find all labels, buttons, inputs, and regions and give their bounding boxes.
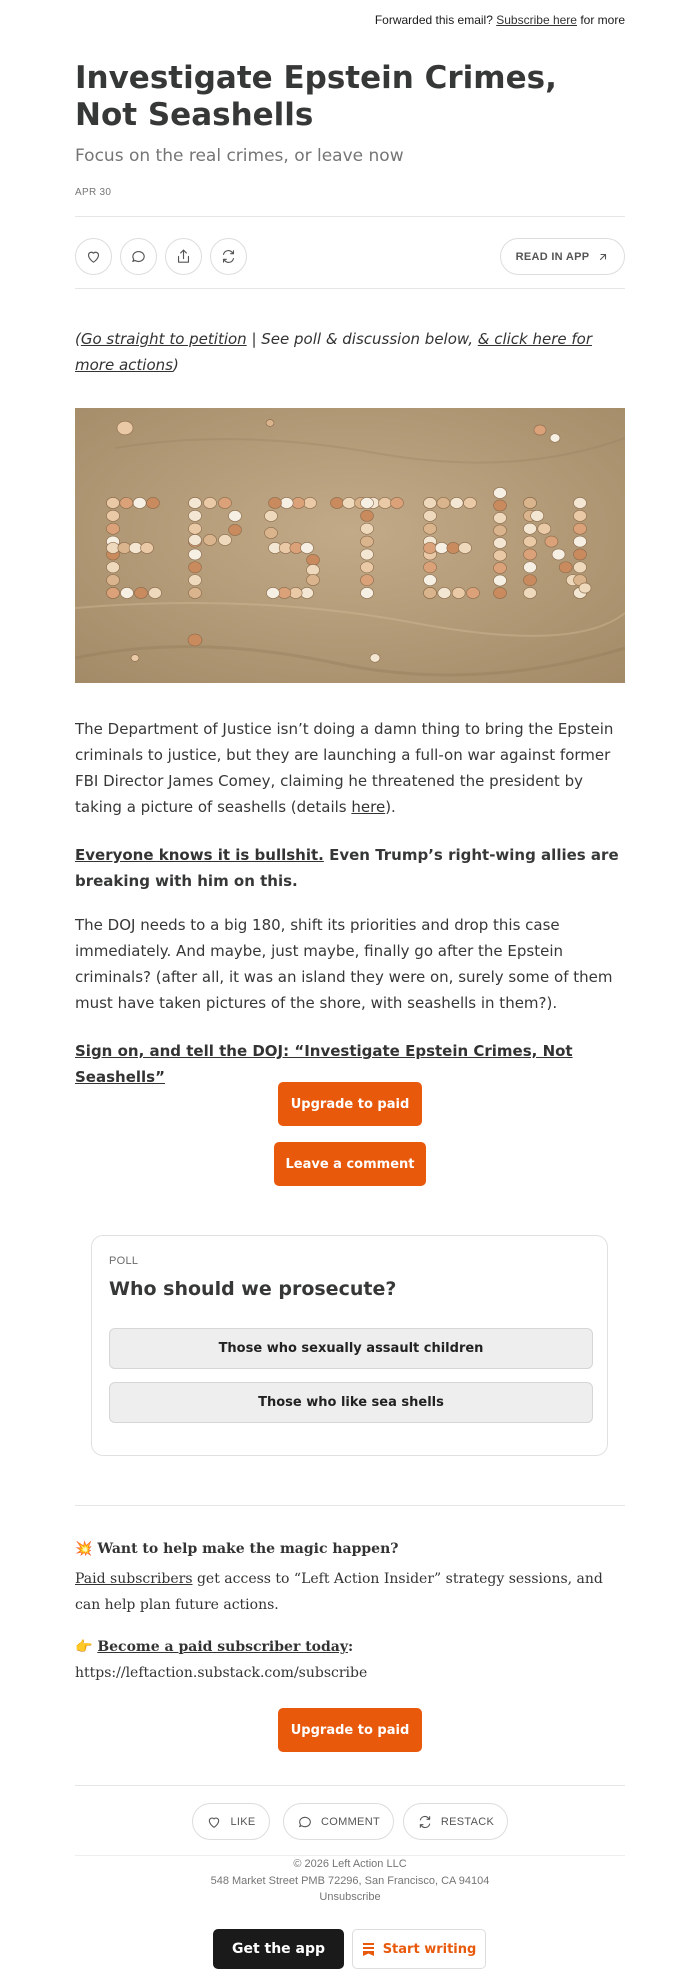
seashell [494,487,507,498]
seashell [107,575,120,586]
seashell [189,523,202,534]
seashell [379,497,392,508]
poll-label: POLL [109,1255,139,1267]
seashell [424,510,437,521]
seashell [545,536,558,547]
seashell [574,562,587,573]
divider [75,216,625,217]
poll-option-button[interactable]: Those who like sea shells [109,1382,593,1423]
seashell [107,523,120,534]
seashell [265,510,278,521]
seashell [188,634,202,646]
subscribe-here-link[interactable]: Subscribe here [496,13,577,27]
become-colon: : [348,1639,354,1655]
seashell [424,587,437,598]
seashell [494,500,507,511]
share-icon [175,248,192,265]
details-here-link[interactable]: here [351,798,386,816]
seashell [219,497,232,508]
get-the-app-button[interactable]: Get the app [213,1929,344,1969]
start-writing-button[interactable] [352,1929,486,1969]
forwarded-suffix: for more [580,13,625,27]
seashell [361,536,374,547]
seashell [149,587,162,598]
seashell [269,497,282,508]
read-in-app-label: READ IN APP [515,250,590,263]
restack-icon [220,248,237,265]
seashell [307,564,320,575]
seashell [534,425,546,435]
seashell [189,510,202,521]
seashell [107,562,120,573]
intro-paragraph [75,326,625,378]
seashell [494,575,507,586]
intro-close-paren: ) [172,356,179,374]
seashell [424,523,437,534]
seashell [524,587,537,598]
seashell [361,497,374,508]
seashell [524,536,537,547]
seashell [574,510,587,521]
seashell [437,497,450,508]
promo-body [75,1566,625,1618]
seashell [574,497,587,508]
seashell [304,497,317,508]
divider [75,1785,625,1786]
seashell [370,654,380,663]
arrow-up-right-icon [597,251,609,263]
seashell [189,575,202,586]
seashell [301,542,314,553]
seashell [266,420,274,427]
seashell [494,512,507,523]
seashell [452,587,465,598]
seashell [494,562,507,573]
bullshit-link[interactable]: Everyone knows it is bullshit. [75,846,324,864]
forwarded-notice [375,13,625,27]
seashell [189,534,202,545]
upgrade-to-paid-button[interactable]: Upgrade to paid [278,1708,422,1752]
poll-option-button[interactable]: Those who sexually assault children [109,1328,593,1369]
seashell [574,523,587,534]
p1-end: ). [385,798,396,816]
poll-question: Who should we prosecute? [109,1278,397,1300]
seashell [435,542,448,553]
comment-label: COMMENT [321,1815,380,1828]
upgrade-to-paid-button[interactable]: Upgrade to paid [278,1082,422,1126]
seashell [189,562,202,573]
seashell [494,537,507,548]
promo-heading-text: Want to help make the magic happen? [97,1541,399,1557]
seashell [361,510,374,521]
share-button[interactable] [165,238,202,275]
seashell [265,527,278,538]
seashell [189,587,202,598]
body-paragraph-1 [75,716,625,820]
seashell [361,562,374,573]
promo-body-text: get access to “Left Action Insider” strategy sessions, and can help plan future actions. [75,1571,603,1613]
hero-image-graphic [75,408,625,683]
start-writing-label: Start writing [382,1941,477,1957]
hero-image-epstein-seashells[interactable] [75,408,625,683]
seashell [107,497,120,508]
seashell [552,549,565,560]
forwarded-text: Forwarded this email? [374,13,493,27]
seashell [531,510,544,521]
seashell [361,587,374,598]
seashell [204,534,217,545]
seashell [550,434,560,443]
seashell [307,554,320,565]
seashell [538,523,551,534]
body-paragraph-3: The DOJ needs to a big 180, shift its priorities and drop this case immediately. And maybe, just maybe, finally go after the Epstein criminals? (after all, it was an island they were on, surely some of them must have taken pictures of the shore, with seashells in them?). [75,916,613,1012]
divider [75,1855,625,1856]
seashell [467,587,480,598]
intro-open-paren: ( [75,330,81,348]
like-label: LIKE [230,1815,256,1828]
seashell [117,421,133,435]
seashell [361,523,374,534]
read-in-app-button[interactable] [500,238,625,275]
seashell [494,587,507,598]
heart-icon [85,248,102,265]
p2-text: Even Trump’s right-wing allies are breaking with him on this. [75,846,619,890]
seashell [524,562,537,573]
post-subtitle: Focus on the real crimes, or leave now [75,146,404,166]
seashell [361,575,374,586]
seashell [343,497,356,508]
restack-label: RESTACK [440,1815,495,1828]
comment-icon [130,248,147,265]
body-paragraph-2 [75,842,625,894]
like-pill-button[interactable] [192,1803,270,1840]
seashell [450,497,463,508]
seashell [189,549,202,560]
seashell [189,497,202,508]
intro-middle-text: | See poll & discussion below, [246,330,478,348]
seashell [229,524,242,535]
seashell [107,587,120,598]
seashell [229,510,242,521]
copyright-text: © 2026 Left Action LLC [293,1858,407,1870]
explosion-icon: 💥 [75,1541,93,1557]
petition-link[interactable]: Go straight to petition [80,330,247,348]
bookmark-icon [362,1942,375,1957]
seashell [459,542,472,553]
seashell [147,497,160,508]
seashell [331,497,344,508]
restack-pill-button[interactable] [403,1803,508,1840]
seashell [131,655,139,662]
seashell [135,587,148,598]
more-actions-link[interactable]: & click here for more actions [75,330,593,374]
seashell [579,583,591,593]
seashell [292,497,305,508]
sign-on-link[interactable]: Sign on, and tell the DOJ: “Investigate Epstein Crimes, Not Seashells” [75,1042,573,1086]
restack-button[interactable] [210,238,247,275]
seashell [121,587,134,598]
heart-icon [206,1814,222,1830]
leave-comment-button[interactable]: Leave a comment [274,1142,426,1186]
post-title[interactable]: Investigate Epstein Crimes, Not Seashells [75,60,557,133]
seashell [267,587,280,598]
seashell [424,562,437,573]
seashell [574,549,587,560]
seashell [574,536,587,547]
seashell [524,549,537,560]
seashell [494,550,507,561]
seashell [438,587,451,598]
divider [75,1505,625,1506]
seashell [447,542,460,553]
pointing-hand-icon: 👉 [75,1639,93,1655]
subscribe-url[interactable]: https://leftaction.substack.com/subscribe [75,1665,368,1681]
seashell [280,497,293,508]
seashell [424,575,437,586]
seashell [524,523,537,534]
seashell [391,497,404,508]
comment-icon [297,1814,313,1830]
seashell [141,542,154,553]
seashell [524,497,537,508]
seashell [424,542,437,553]
comment-pill-button[interactable] [283,1803,394,1840]
seashell [424,497,437,508]
restack-icon [417,1814,433,1830]
seashell [307,574,320,585]
address-text: 548 Market Street PMB 72296, San Francisco, CA 94104 [210,1875,490,1887]
poll-card [91,1235,608,1456]
seashell [494,525,507,536]
seashell [524,575,537,586]
become-paid-line [75,1639,625,1655]
become-paid-subscriber-link[interactable]: Become a paid subscriber today [97,1639,348,1655]
seashell [464,497,477,508]
divider [75,288,625,289]
promo-heading [75,1541,625,1557]
seashell [361,549,374,560]
p1-text: The Department of Justice isn’t doing a damn thing to bring the Epstein criminals to justice, but they are launching a full-on war against former FBI Director James Comey, claiming he threatened the president by taking a picture of seashells (details [75,720,614,816]
unsubscribe-link[interactable]: Unsubscribe [319,1891,381,1903]
seashell [204,497,217,508]
seashell [219,534,232,545]
seashell [107,510,120,521]
seashell [120,497,133,508]
like-button[interactable] [75,238,112,275]
comment-button[interactable] [120,238,157,275]
seashell [559,562,572,573]
seashell [133,497,146,508]
paid-subscribers-link[interactable]: Paid subscribers [75,1571,193,1587]
post-date: APR 30 [75,187,112,198]
